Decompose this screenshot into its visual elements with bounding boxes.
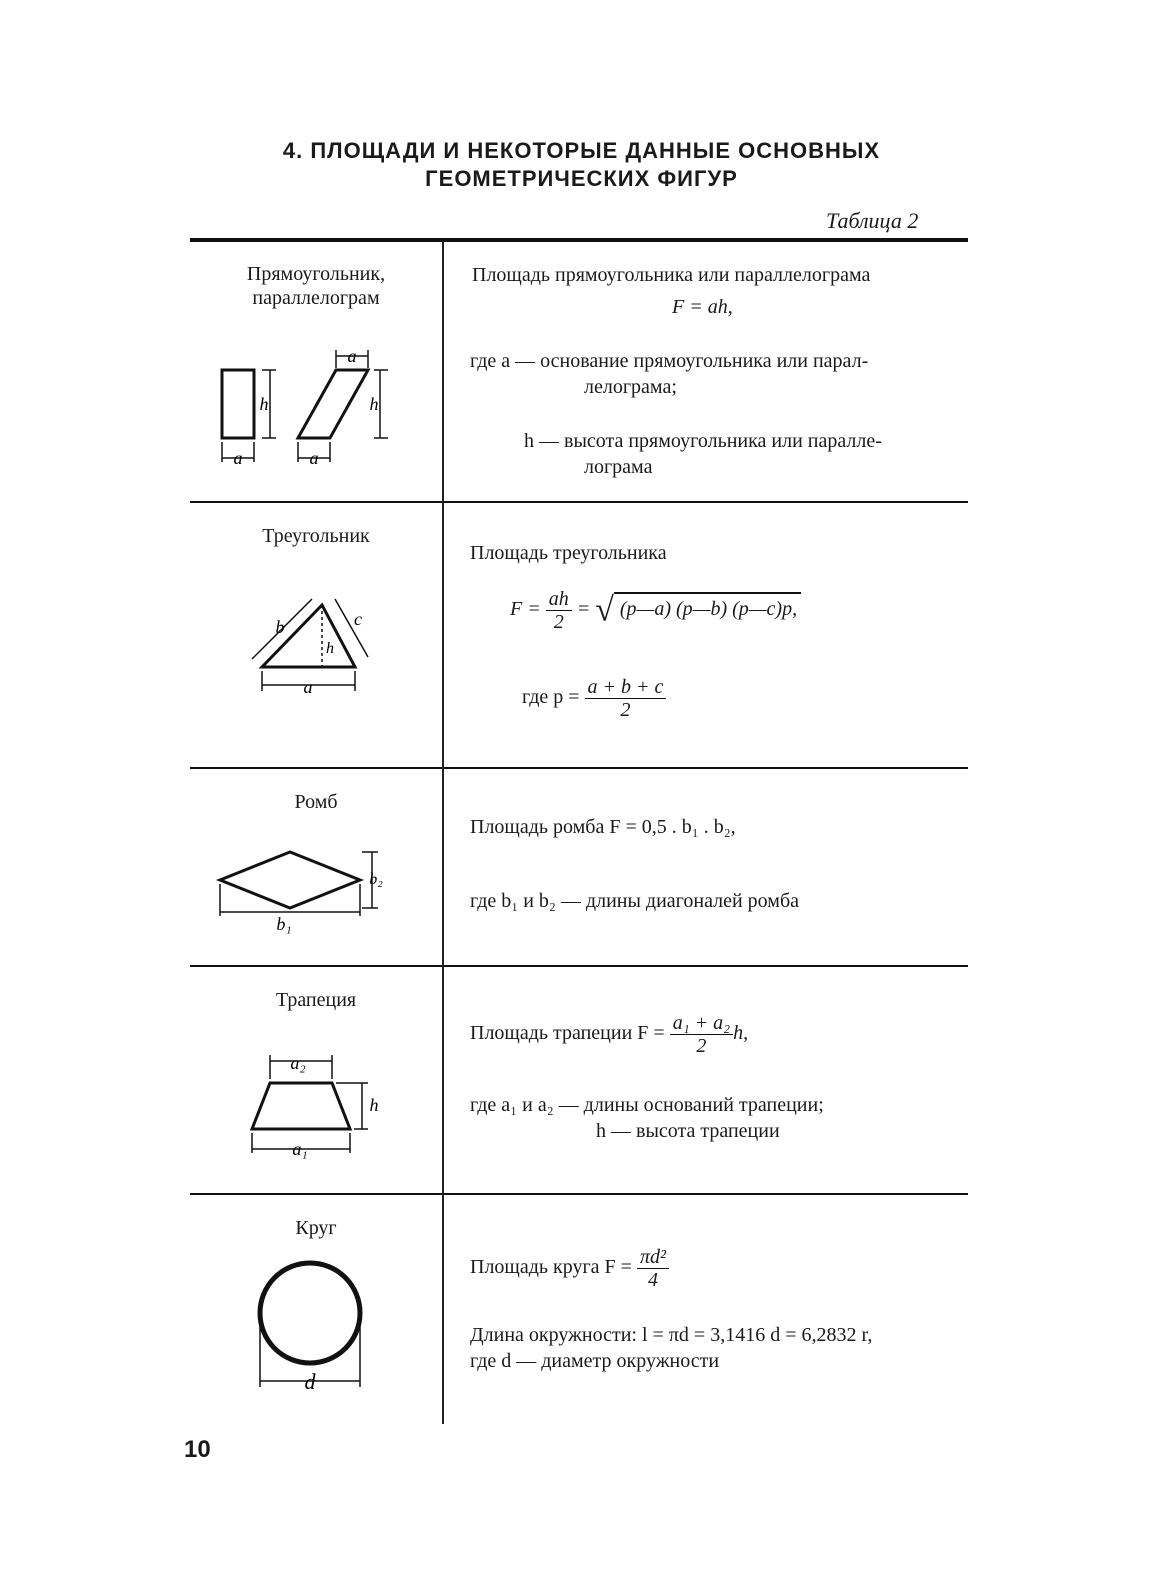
par-dim-a-bottom: a xyxy=(309,448,319,468)
trap-dim-h: h xyxy=(369,1095,379,1115)
trap-where-line1: где a₁ и a₂ — длины оснований трапеции; xyxy=(470,1094,824,1116)
column-divider xyxy=(442,242,444,1424)
rect-where-a-line2: лелограма; xyxy=(584,376,677,398)
tri-p-frac xyxy=(585,676,667,721)
rectangle-parallelogram-figure xyxy=(210,340,400,470)
rhombus-area: Площадь ромба F = 0,5 . b₁ . b₂, xyxy=(470,816,736,838)
circle-length: Длина окружности: l = πd = 3,1416 d = 6,2832 r, xyxy=(470,1324,873,1346)
circle-area-prefix: Площадь круга F = xyxy=(470,1256,632,1279)
tri-area-label: Площадь треугольника xyxy=(470,542,667,564)
trap-where-line2: h — высота трапеции xyxy=(596,1120,780,1142)
rhombus-dim-b2: b₂ xyxy=(369,871,383,888)
tri-radicand: (p—a) (p—b) (p—c)p, xyxy=(614,592,801,620)
row-divider xyxy=(190,767,968,769)
rect-area-label: Площадь прямоугольника или параллелограма xyxy=(472,264,871,286)
tri-p-formula xyxy=(522,676,666,721)
rect-formula: F = ah, xyxy=(672,296,733,318)
trap-frac-den: 2 xyxy=(696,1035,707,1057)
section-title-line2: ГЕОМЕТРИЧЕСКИХ ФИГУР xyxy=(425,166,738,191)
triangle-figure xyxy=(240,595,380,700)
row-name-circle: Круг xyxy=(295,1217,337,1239)
rect-name-line1: Прямоугольник, xyxy=(246,263,386,285)
trap-area-suffix: h, xyxy=(733,1022,749,1045)
row-divider xyxy=(190,965,968,967)
row-name-trapezoid: Трапеция xyxy=(275,989,357,1011)
trap-area-prefix: Площадь трапеции F = xyxy=(470,1022,665,1045)
trap-dim-a1: a₁ xyxy=(292,1139,308,1159)
circle-shape xyxy=(260,1263,360,1363)
circle-frac xyxy=(637,1246,669,1291)
tri-eq: = xyxy=(576,598,591,621)
rect-where-h-line1: h — высота прямоугольника или паралле- xyxy=(524,430,882,452)
section-title-line1: 4. ПЛОЩАДИ И НЕКОТОРЫЕ ДАННЫЕ ОСНОВНЫХ xyxy=(282,138,881,163)
rect-dim-a: a xyxy=(233,448,243,468)
circle-frac-den: 4 xyxy=(647,1269,658,1291)
tri-frac xyxy=(546,588,572,633)
trap-frac xyxy=(670,1012,733,1057)
row-name-triangle: Треугольник xyxy=(262,525,370,547)
tri-f-prefix: F = xyxy=(510,598,541,621)
trap-area xyxy=(470,1012,748,1057)
tri-where-prefix: где p = xyxy=(522,686,580,709)
parallelogram-shape xyxy=(298,370,368,438)
tri-p-den: 2 xyxy=(620,699,631,721)
table-top-rule xyxy=(190,238,968,242)
tri-p-num: a + b + c xyxy=(585,676,667,699)
rect-dim-h: h xyxy=(259,394,269,414)
trapezoid-shape xyxy=(252,1083,350,1129)
rhombus-dim-b1: b₁ xyxy=(276,914,292,934)
par-dim-a-top: a xyxy=(347,346,357,366)
circle-dim-d: d xyxy=(304,1369,316,1394)
trap-frac-num: a₁ + a₂ xyxy=(670,1012,733,1035)
rectangle-shape xyxy=(222,370,254,438)
circle-frac-num: πd² xyxy=(637,1246,669,1269)
row-divider xyxy=(190,1193,968,1195)
row-name-rectangle xyxy=(190,262,442,310)
tri-dim-a: a xyxy=(303,677,313,697)
table-label: Таблица 2 xyxy=(826,208,919,233)
rect-where-a-line1: где a — основание прямоугольника или парал- xyxy=(470,350,869,372)
trap-dim-a2: a₂ xyxy=(290,1053,306,1073)
row-divider xyxy=(190,501,968,503)
circle-where: где d — диаметр окружности xyxy=(470,1350,720,1372)
rhombus-shape xyxy=(220,852,360,908)
rect-name-line2: параллелограм xyxy=(252,287,380,309)
tri-dim-h: h xyxy=(326,640,334,657)
tri-frac-den: 2 xyxy=(553,611,564,633)
circle-area xyxy=(470,1246,669,1291)
tri-dim-c: c xyxy=(354,609,362,629)
rhombus-figure xyxy=(212,840,387,935)
rect-where-h-line2: лограма xyxy=(584,456,653,478)
row-name-rhombus: Ромб xyxy=(294,791,338,813)
tri-frac-num: ah xyxy=(546,588,572,611)
page-number: 10 xyxy=(184,1436,211,1463)
par-dim-h: h xyxy=(369,394,379,414)
trapezoid-figure xyxy=(240,1045,390,1160)
sqrt-sign: √ xyxy=(595,591,614,629)
rhombus-where: где b₁ и b₂ — длины диагоналей ромба xyxy=(470,890,800,912)
tri-formula xyxy=(510,588,801,633)
circle-figure xyxy=(240,1255,380,1395)
tri-dim-b: b xyxy=(275,617,285,637)
